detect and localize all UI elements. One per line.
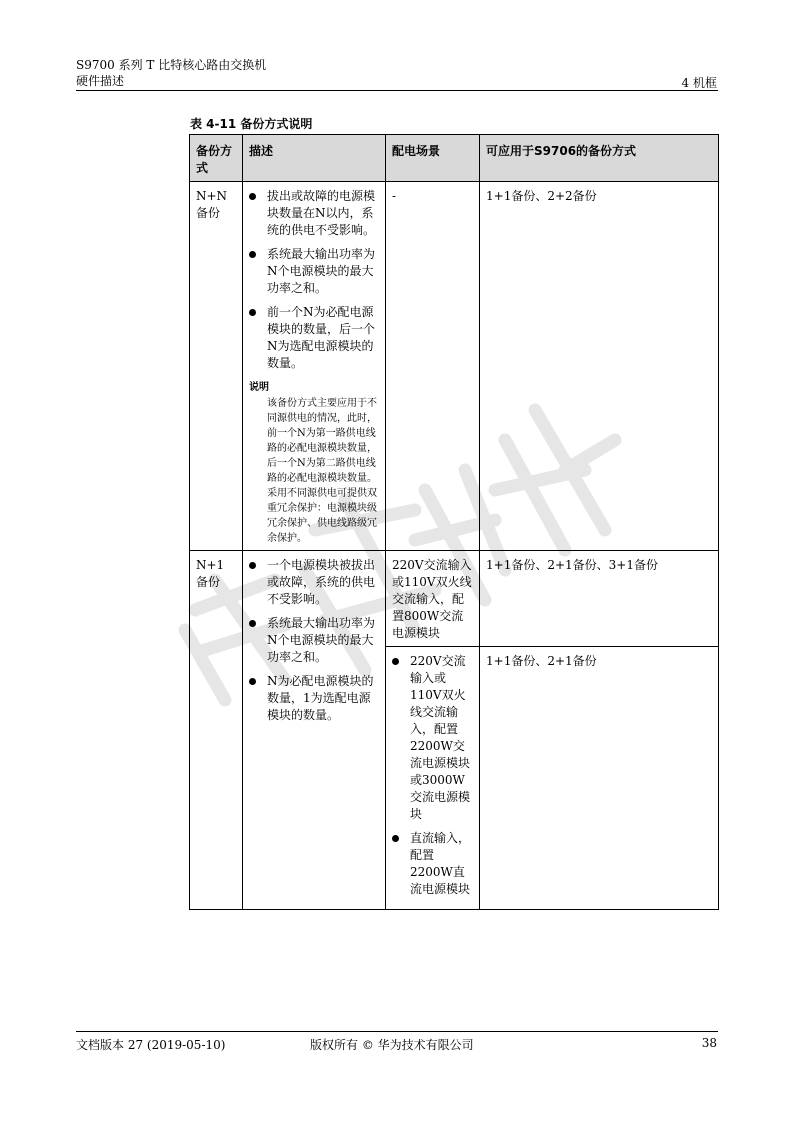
table-row xyxy=(190,551,719,647)
scenario-list xyxy=(392,653,473,898)
cell-applicable: 1+1备份、2+1备份 xyxy=(480,647,719,910)
col-header-applicable: 可应用于S9706的备份方式 xyxy=(480,135,719,182)
cell-mode: N+N备份 xyxy=(190,182,243,551)
cell-applicable: 1+1备份、2+2备份 xyxy=(480,182,719,551)
list-item: 系统最大输出功率为N个电源模块的最大功率之和。 xyxy=(249,615,379,666)
list-item: 220V交流输入或110V双火线交流输入，配置2200W交流电源模块或3000W交流电源模块 xyxy=(392,653,473,823)
page-number: 38 xyxy=(701,1036,717,1050)
cell-mode: N+1备份 xyxy=(190,551,243,910)
table-header-row xyxy=(190,135,719,182)
description-list xyxy=(249,557,379,724)
chapter-label: 4 机框 xyxy=(681,76,717,90)
doc-title: S9700 系列 T 比特核心路由交换机 xyxy=(76,58,267,72)
doc-version: 文档版本 27 (2019-05-10) xyxy=(76,1038,226,1052)
cell-applicable: 1+1备份、2+1备份、3+1备份 xyxy=(480,551,719,647)
footer-rule xyxy=(76,1031,718,1032)
description-list xyxy=(249,188,379,372)
col-header-scenario: 配电场景 xyxy=(386,135,480,182)
list-item: 一个电源模块被拔出或故障，系统的供电不受影响。 xyxy=(249,557,379,608)
list-item: 拔出或故障的电源模块数量在N以内，系统的供电不受影响。 xyxy=(249,188,379,239)
copyright: 版权所有 © 华为技术有限公司 xyxy=(310,1038,474,1052)
note-body: 该备份方式主要应用于不同源供电的情况，此时，前一个N为第一路供电线路的必配电源模块数量，后一个N为第二路供电线路的必配电源模块数量。采用不同源供电可提供双重冗余保护：电源模块级冗余保护、供电线路级冗余保护。 xyxy=(267,398,377,544)
col-header-description: 描述 xyxy=(243,135,386,182)
cell-description xyxy=(243,551,386,910)
table-row xyxy=(190,182,719,551)
backup-modes-table xyxy=(189,134,719,910)
cell-scenario: 220V交流输入或110V双火线交流输入，配置800W交流电源模块 xyxy=(386,551,480,647)
header-rule xyxy=(76,90,718,91)
note-title: 说明 xyxy=(249,382,269,393)
col-header-mode: 备份方式 xyxy=(190,135,243,182)
list-item: 直流输入，配置2200W直流电源模块 xyxy=(392,830,473,898)
list-item: 系统最大输出功率为N个电源模块的最大功率之和。 xyxy=(249,246,379,297)
doc-section: 硬件描述 xyxy=(76,74,125,88)
cell-description xyxy=(243,182,386,551)
list-item: N为必配电源模块的数量，1为选配电源模块的数量。 xyxy=(249,673,379,724)
cell-scenario xyxy=(386,647,480,910)
cell-scenario: - xyxy=(386,182,480,551)
table-caption: 表 4-11 备份方式说明 xyxy=(190,117,313,131)
list-item: 前一个N为必配电源模块的数量，后一个N为选配电源模块的数量。 xyxy=(249,304,379,372)
